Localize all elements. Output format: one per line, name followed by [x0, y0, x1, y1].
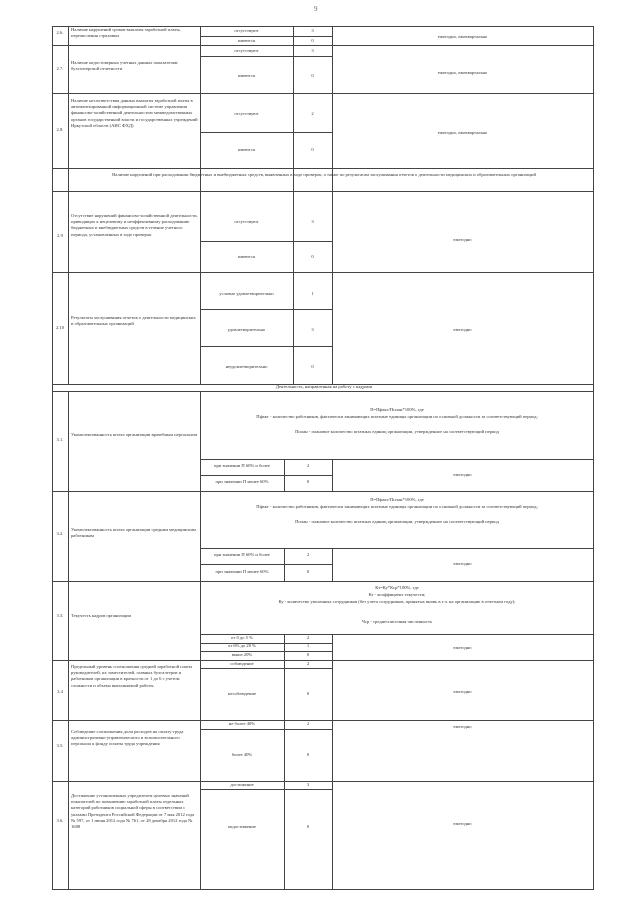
row-line — [200, 459, 594, 460]
option-label: имеются — [238, 38, 255, 43]
row-number: 2.7. — [56, 66, 64, 71]
option-label: от 6% до 20 % — [227, 643, 256, 648]
row-number: 3.4 — [57, 689, 63, 694]
row-line — [200, 475, 332, 476]
formula-note: Чср - среднесписочная численность — [361, 619, 433, 624]
option-label: имеются — [238, 147, 255, 152]
formula-note: Кт - коэффициент текучести; — [368, 592, 426, 597]
row-line — [52, 93, 594, 94]
score-value: 2 — [306, 463, 310, 468]
formula-note: Пплан - плановое количество штатных единиц организации, утвержденное на соответствующий период — [295, 429, 499, 434]
option-label: отсутствуют — [234, 28, 259, 33]
score-value: 1 — [306, 643, 310, 648]
option-label: при значении П 60% и более — [214, 463, 270, 468]
option-label: несоблюдение — [228, 691, 256, 696]
score-value: 0 — [306, 752, 310, 757]
option-label: достижение — [230, 782, 254, 787]
score-value: 0 — [311, 364, 314, 369]
row-line — [200, 789, 332, 790]
row-line — [52, 191, 594, 192]
row-line — [52, 272, 594, 273]
score-value: 3 — [311, 28, 314, 33]
row-line — [200, 132, 332, 133]
formula-note: Пфакт - количество работников, фактически занимающих штатные единицы организации по основной должности за соответствующий период; — [256, 414, 538, 419]
row-description: Наличие нарушений сроков выплаты заработной платы, перечисления страховых — [71, 27, 181, 39]
row-line — [52, 581, 594, 582]
row-line — [200, 729, 332, 730]
option-label: удовлетворительно — [227, 327, 266, 332]
period-value: ежегодно — [453, 689, 472, 694]
row-line — [200, 241, 332, 242]
row-number: 3.2. — [56, 531, 64, 536]
score-value: 0 — [306, 652, 310, 657]
row-line — [52, 45, 594, 46]
option-label: при значении П менее 60% — [215, 479, 269, 484]
row-number: 2.6. — [56, 30, 64, 35]
score-value: 3 — [311, 219, 314, 224]
formula: П=Пфакт/Пплан*100%, где — [370, 497, 424, 502]
period-value: ежегодно — [453, 645, 472, 650]
table-border-right — [593, 26, 594, 890]
option-label: от 0 до 5 % — [231, 635, 253, 640]
row-number: 3.1. — [56, 437, 64, 442]
option-label: выше 20% — [231, 652, 253, 657]
option-label: более 40% — [231, 752, 253, 757]
row-description: Предельный уровень соотношения средней заработной платы руководителей, их заместителей, главных бухгалтеров и работников организации в кратности от 1 до 6 с учетом сложности и объема выполняемой работы — [71, 664, 193, 688]
option-label: отсутствуют — [234, 48, 259, 53]
option-label: соблюдение — [230, 661, 254, 666]
row-description: Достижение установленных учредителем целевых значений показателей по повышению заработной платы отдельных категорий работников социальной сферы в соответствии с указами Президента Российской Федерации от 7 мая 2012 года № 597, от 1 июня 2012 года № 761, от 28 декабря 2012 года № 1688 — [71, 793, 195, 829]
formula: Кт=Ку*Кср*100%, где — [375, 585, 419, 590]
score-value: 3 — [306, 782, 310, 787]
row-number: 2.10 — [55, 325, 65, 330]
score-value: 2 — [311, 111, 314, 116]
option-label: имеются — [238, 73, 255, 78]
score-value: 0 — [311, 147, 314, 152]
score-value: 0 — [306, 691, 310, 696]
score-value: 2 — [306, 721, 310, 726]
row-line — [200, 346, 332, 347]
score-value: 1 — [311, 291, 314, 296]
option-label: не более 40% — [228, 721, 256, 726]
row-line — [200, 36, 332, 37]
score-value: 0 — [306, 479, 310, 484]
formula: П=Пфакт/Пплан*100%, где — [370, 407, 424, 412]
row-line — [52, 168, 594, 169]
col-line — [332, 191, 333, 384]
row-description: Наличие недостоверных учетных данных показателям бухгалтерской отчетности — [71, 60, 178, 72]
row-description: Наличие несоответствия данных выплаты заработной платы в автоматизированной информационной системе управления финансово-хозяйственной деятельностью межведомственных органов государственной власти и государственных учреждений Иркутской области (АИС ФХД) — [71, 98, 198, 128]
option-label: условно удовлетворительно — [219, 291, 274, 296]
row-description: Укомплектованность штата организации врачебным персоналом — [71, 432, 198, 437]
score-value: 2 — [306, 552, 310, 557]
col-line — [332, 26, 333, 191]
row-number: 2.8. — [56, 127, 64, 132]
formula-note: Пфакт - количество работников, фактически занимающих штатные единицы организации по основной должности за соответствующий период; — [256, 504, 538, 509]
row-description: Текучесть кадров организации — [71, 613, 131, 618]
score-value: 0 — [311, 254, 314, 259]
score-value: 2 — [306, 661, 310, 666]
row-description: Соблюдение соотношения доли расходов на оплату труда административно-управленческого и вспомогательного персонала к фонду оплаты труда учреждения — [71, 729, 184, 747]
row-number: 3.3. — [56, 613, 64, 618]
row-line — [52, 391, 594, 392]
option-label: неудовлетворительно — [225, 364, 268, 369]
col-line — [68, 391, 69, 890]
option-label: имеются — [238, 254, 255, 259]
row-number: 3.6. — [56, 818, 64, 823]
option-label: недостижение — [228, 824, 256, 829]
option-label: отсутствуют — [234, 111, 259, 116]
section-header: Наличие нарушений при расходовании бюджетных и внебюджетных средств, выявленных в ходе проверок, а также по результатам заслушивания отчетов о деятельности медицинских и образовательных организаций — [112, 172, 536, 177]
score-value: 0 — [311, 38, 314, 43]
row-line — [52, 889, 594, 890]
table-border-left — [52, 26, 53, 890]
formula-note: Пплан - плановое количество штатных единиц организации, утвержденное на соответствующий период — [295, 519, 499, 524]
col-line — [68, 191, 69, 384]
period-value: ежегодно — [453, 472, 472, 477]
score-value: 3 — [311, 48, 314, 53]
period-value: ежегодно, ежеквартально — [437, 70, 488, 75]
score-value: 3 — [311, 327, 314, 332]
option-label: при значении П менее 60% — [215, 569, 269, 574]
row-description: Укомплектованность штата организации средним медицинским работникам — [71, 527, 196, 539]
option-label: отсутствуют — [234, 219, 259, 224]
period-value: ежегодно, ежеквартально — [437, 130, 488, 135]
row-line — [200, 56, 332, 57]
period-value: ежегодно — [453, 237, 472, 242]
section-header: Деятельность, направленная на работу с кадрами — [275, 384, 373, 389]
period-value: ежегодно, ежеквартально — [437, 34, 488, 39]
period-value: ежегодно — [453, 724, 472, 729]
row-number: 2.9 — [57, 233, 63, 238]
col-line — [68, 26, 69, 191]
row-line — [52, 491, 594, 492]
score-value: 2 — [306, 635, 310, 640]
period-value: ежегодно — [453, 327, 472, 332]
score-value: 0 — [306, 569, 310, 574]
row-number: 3.5. — [56, 743, 64, 748]
period-value: ежегодно — [453, 561, 472, 566]
period-value: ежегодно — [453, 821, 472, 826]
formula-note: Ку - количество уволенных сотрудников (без учета сотрудников, принятых вновь в т.ч. на организацию в отчетном году); — [278, 599, 516, 604]
score-value: 0 — [306, 824, 310, 829]
row-line — [200, 668, 332, 669]
row-line — [200, 548, 594, 549]
row-description: Отсутствие нарушений финансово-хозяйственной деятельности, приводящих к нецелевому и неэффективному расходованию бюджетных и внебюджетных средств в течение учетного периода, установленных в ходе проверок — [71, 213, 198, 237]
row-line — [200, 309, 332, 310]
row-line — [200, 564, 332, 565]
score-value: 0 — [311, 73, 314, 78]
option-label: при значении П 60% и более — [214, 552, 270, 557]
row-description: Результаты заслушивания отчетов о деятельности медицинских и образовательных организаций — [71, 315, 196, 327]
page-number: 9 — [314, 5, 318, 13]
